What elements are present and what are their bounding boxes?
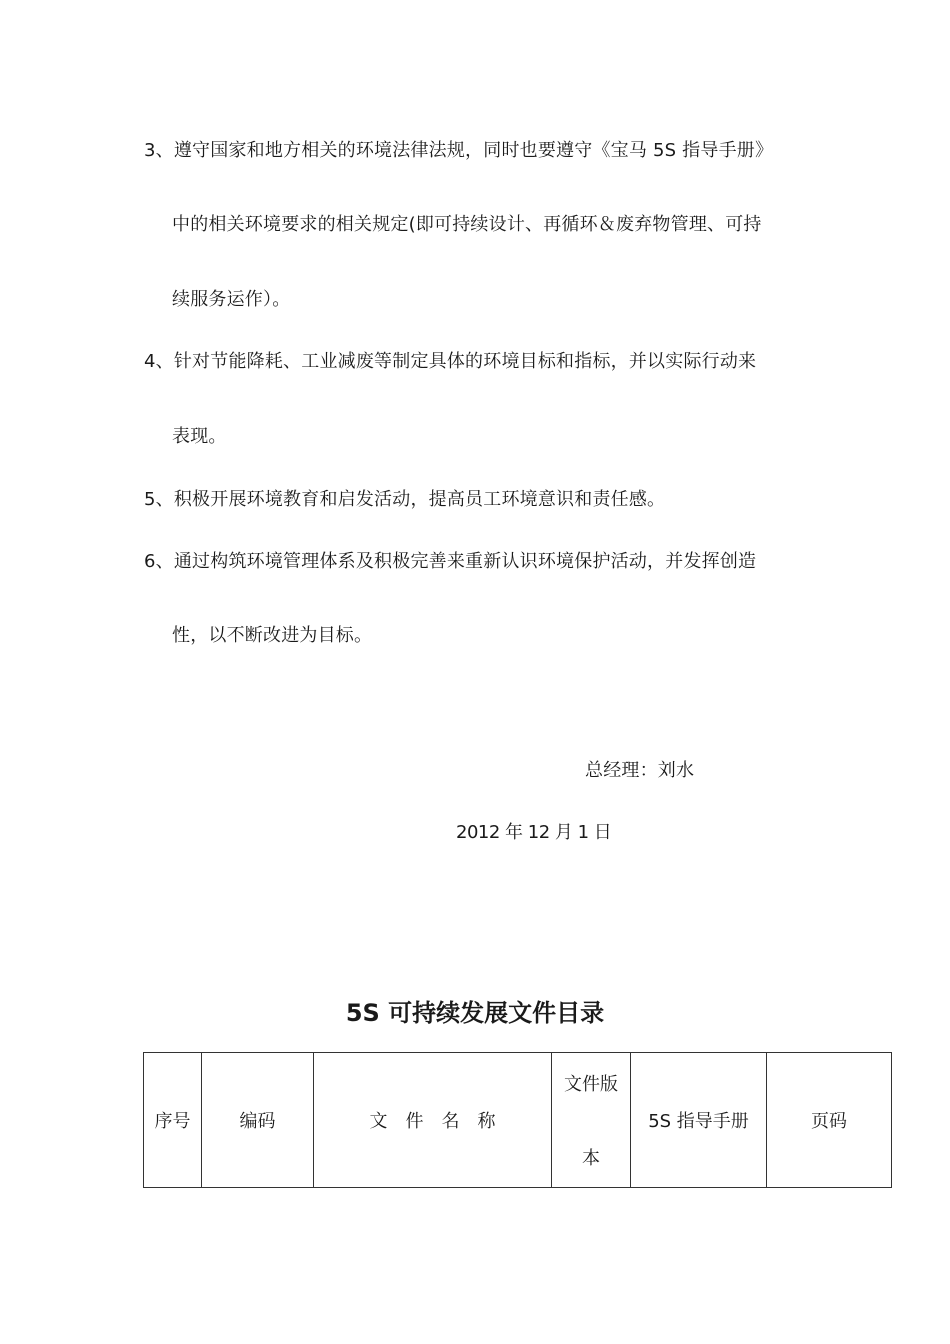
signer: 总经理：刘水 (585, 760, 695, 781)
toc-table (143, 1052, 892, 1188)
col-version-label-bottom: 本 (582, 1148, 600, 1169)
col-code-label: 编码 (239, 1111, 276, 1132)
item-4-line-1: 4、针对节能降耗、工业减废等制定具体的环境目标和指标，并以实际行动来 (144, 351, 757, 372)
col-code (202, 1053, 314, 1188)
item-4-line-2: 表现。 (172, 426, 227, 447)
item-5-line-1: 5、积极开展环境教育和启发活动，提高员工环境意识和责任感。 (144, 489, 666, 510)
toc-title: 5S 可持续发展文件目录 (345, 999, 605, 1027)
col-seq (144, 1053, 202, 1188)
item-6-line-1: 6、通过构筑环境管理体系及积极完善来重新认识环境保护活动，并发挥创造 (144, 551, 757, 572)
toc-header-row (144, 1053, 892, 1188)
col-version-label-top: 文件版 (564, 1074, 618, 1095)
col-name-label: 文 件 名 称 (369, 1111, 496, 1132)
col-version (552, 1053, 631, 1188)
col-manual-label: 5S 指导手册 (648, 1111, 749, 1132)
signature-date: 2012 年 12 月 1 日 (456, 822, 612, 843)
col-page (767, 1053, 892, 1188)
item-6-line-2: 性，以不断改进为目标。 (172, 625, 373, 646)
col-manual (631, 1053, 767, 1188)
item-3-line-2: 中的相关环境要求的相关规定(即可持续设计、再循环＆废弃物管理、可持 (172, 214, 762, 235)
item-3-line-1: 3、遵守国家和地方相关的环境法律法规，同时也要遵守《宝马 5S 指导手册》 (144, 140, 774, 161)
col-name (314, 1053, 552, 1188)
col-page-label: 页码 (811, 1111, 847, 1132)
col-seq-label: 序号 (154, 1111, 191, 1132)
item-3-line-3: 续服务运作）。 (172, 289, 291, 310)
